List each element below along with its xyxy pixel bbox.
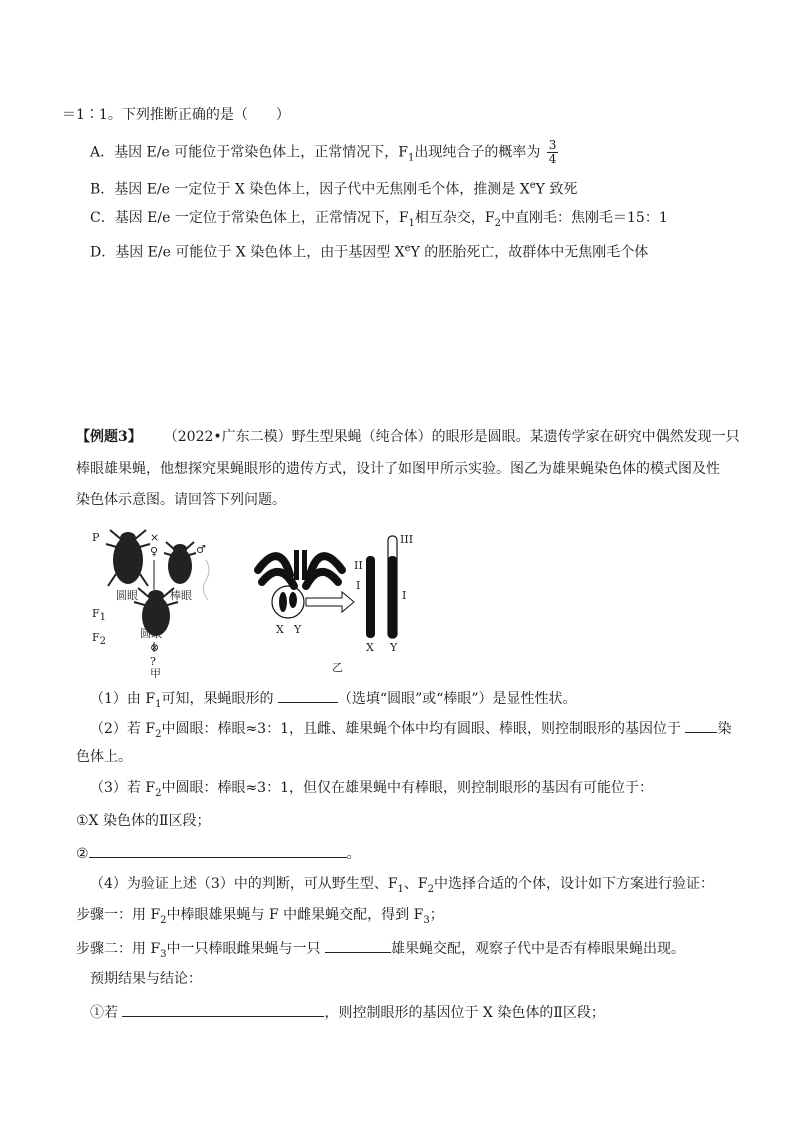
label-y-left: Y: [294, 623, 302, 636]
fraction: [547, 139, 559, 166]
example-intro-line-3: 染色体示意图。请回答下列问题。: [76, 492, 286, 508]
label-question: ?: [150, 655, 156, 668]
question-2: [90, 718, 731, 744]
option-c-sub2: 2: [494, 217, 502, 229]
example-tag: 【例题3】: [76, 429, 142, 445]
q1-answer-blank[interactable]: [278, 688, 338, 703]
label-iii: III: [400, 533, 414, 546]
q1-a: （1）由 F: [90, 691, 156, 707]
label-i-left: I: [356, 579, 361, 592]
option-b: [90, 177, 577, 199]
caption-yi: 乙: [332, 661, 343, 674]
option-b-text: B．基因 E/e 一定位于 X 染色体上，因子代中无焦刚毛个体，推测是 X: [90, 181, 530, 198]
example-intro-line-2: 棒眼雄果蝇，他想探究果蝇眼形的遗传方式，设计了如图甲所示实验。图乙为雄果蝇染色体的模式图及性: [76, 461, 720, 477]
q3-b: 中圆眼：棒眼≈3：1，但仅在雄果蝇中有棒眼，则控制眼形的基因有可能位于：: [161, 780, 653, 796]
q4-b: 、F: [403, 876, 428, 892]
step1-sub1: 2: [160, 914, 167, 926]
step1-c: ；: [429, 907, 444, 923]
label-f1: [92, 608, 106, 624]
option-a-sub: 1: [407, 152, 415, 164]
label-x-right: X: [366, 641, 374, 654]
result-1: [90, 1002, 605, 1022]
q1-c: （选填“圆眼”或“棒眼”）是显性性状。: [337, 691, 577, 707]
option-c-text-2: 中直刚毛：焦刚毛＝15：1: [501, 210, 668, 226]
label-round-eye-f1: 圆眼: [140, 627, 162, 640]
q3-answer-blank[interactable]: [89, 843, 347, 858]
label-female: ♀: [150, 545, 159, 558]
question-2-cont: 色体上。: [76, 749, 132, 765]
prediction-heading: 预期结果与结论：: [90, 971, 202, 987]
example-intro-1: （2022•广东二模）野生型果蝇（纯合体）的眼形是圆眼。某遗传学家在研究中偶然发现一只: [163, 429, 740, 445]
fly-male-icon: [164, 542, 196, 584]
option-a-text-2: 出现纯合子的概率为: [414, 144, 541, 161]
q3-opt2-b: 。: [346, 846, 361, 862]
option-b-sup: e: [529, 180, 536, 191]
step-2: [76, 938, 685, 964]
q4-sub1: 1: [397, 883, 404, 895]
question-3-option-1: ①X 染色体的Ⅱ区段；: [76, 813, 211, 829]
fly-illustrations: [88, 520, 228, 680]
option-a-text: A．基因 E/e 可能位于常染色体上，正常情况下，F: [90, 144, 408, 161]
caption-jia: 甲: [150, 667, 161, 680]
label-p: P: [92, 531, 100, 544]
result1-answer-blank[interactable]: [122, 1002, 324, 1017]
q2-sub: 2: [155, 728, 162, 740]
step1-sub2: 3: [423, 914, 430, 926]
example-intro-line-1: [76, 428, 740, 446]
q1-b: 可知，果蝇眼形的: [161, 691, 278, 707]
label-self-cross: ⊗: [150, 641, 160, 654]
step2-b: 中一只棒眼雌果蝇与一只: [166, 941, 325, 957]
option-d: [90, 240, 648, 262]
question-3-option-2: [76, 843, 361, 863]
label-y-right: Y: [390, 641, 398, 654]
step2-c: 雄果蝇交配，观察子代中是否有棒眼果蝇出现。: [391, 941, 685, 957]
question-1: [90, 688, 577, 714]
option-a: [90, 139, 558, 167]
label-bar-eye: 棒眼: [170, 589, 192, 602]
q2-answer-blank[interactable]: [685, 718, 717, 733]
question-4: [90, 875, 714, 899]
figure-cross-diagram: [88, 520, 228, 680]
q3-sub: 2: [155, 787, 162, 799]
fraction-denominator: 4: [548, 152, 557, 166]
q4-a: （4）为验证上述（3）中的判断，可从野生型、F: [90, 876, 398, 892]
label-f2-sub: 2: [99, 636, 107, 648]
result1-a: ①若: [90, 1005, 123, 1021]
label-cross: ×: [150, 531, 160, 544]
fly-female-icon: [106, 530, 150, 586]
step2-a: 步骤二：用 F: [76, 941, 161, 957]
q2-a: （2）若 F: [90, 721, 156, 737]
figure-chromosome-diagram: [250, 530, 440, 680]
label-x-left: X: [276, 623, 284, 636]
result1-b: ，则控制眼形的基因位于 X 染色体的Ⅱ区段；: [324, 1005, 605, 1021]
label-male: ♂: [196, 543, 206, 556]
label-round-eye: 圆眼: [116, 589, 138, 602]
q2-b: 中圆眼：棒眼≈3：1，且雌、雄果蝇个体中均有圆眼、棒眼，则控制眼形的基因位于: [161, 721, 686, 737]
option-b-text-2: Y 致死: [535, 181, 578, 198]
q3-opt2-a: ②: [76, 846, 89, 862]
chromosome-illustration: [250, 530, 440, 680]
option-c-text: C．基因 E/e 一定位于常染色体上，正常情况下，F: [90, 210, 409, 226]
label-f1-letter: F: [92, 607, 100, 620]
question-lead: ＝1∶1。下列推断正确的是（ ）: [62, 107, 290, 123]
step-1: [76, 906, 444, 930]
q4-c: 中选择合适的个体，设计如下方案进行验证：: [434, 876, 714, 892]
q2-c: 染: [717, 721, 732, 737]
option-c-mid: 相互杂交，F: [414, 210, 495, 226]
step1-b: 中棒眼雄果蝇与 F 中雌果蝇交配，得到 F: [166, 907, 424, 923]
option-c: [90, 209, 668, 233]
step1-a: 步骤一：用 F: [76, 907, 161, 923]
q3-a: （3）若 F: [90, 780, 156, 796]
label-f2: [92, 632, 106, 648]
option-d-text-2: Y 的胚胎死亡，故群体中无焦刚毛个体: [410, 244, 649, 261]
label-f1-sub: 1: [99, 612, 107, 624]
q1-sub: 1: [155, 698, 162, 710]
label-ii: II: [354, 559, 363, 572]
label-f2-letter: F: [92, 631, 100, 644]
step2-sub: 3: [160, 948, 167, 960]
option-d-text: D．基因 E/e 可能位于 X 染色体上，由于基因型 X: [90, 244, 405, 261]
q4-sub2: 2: [427, 883, 434, 895]
fraction-numerator: 3: [548, 138, 557, 152]
option-d-sup: e: [404, 243, 411, 254]
option-c-sub1: 1: [408, 217, 415, 229]
step2-answer-blank[interactable]: [325, 938, 391, 953]
question-3: [90, 779, 653, 803]
label-i-right: I: [402, 589, 407, 602]
